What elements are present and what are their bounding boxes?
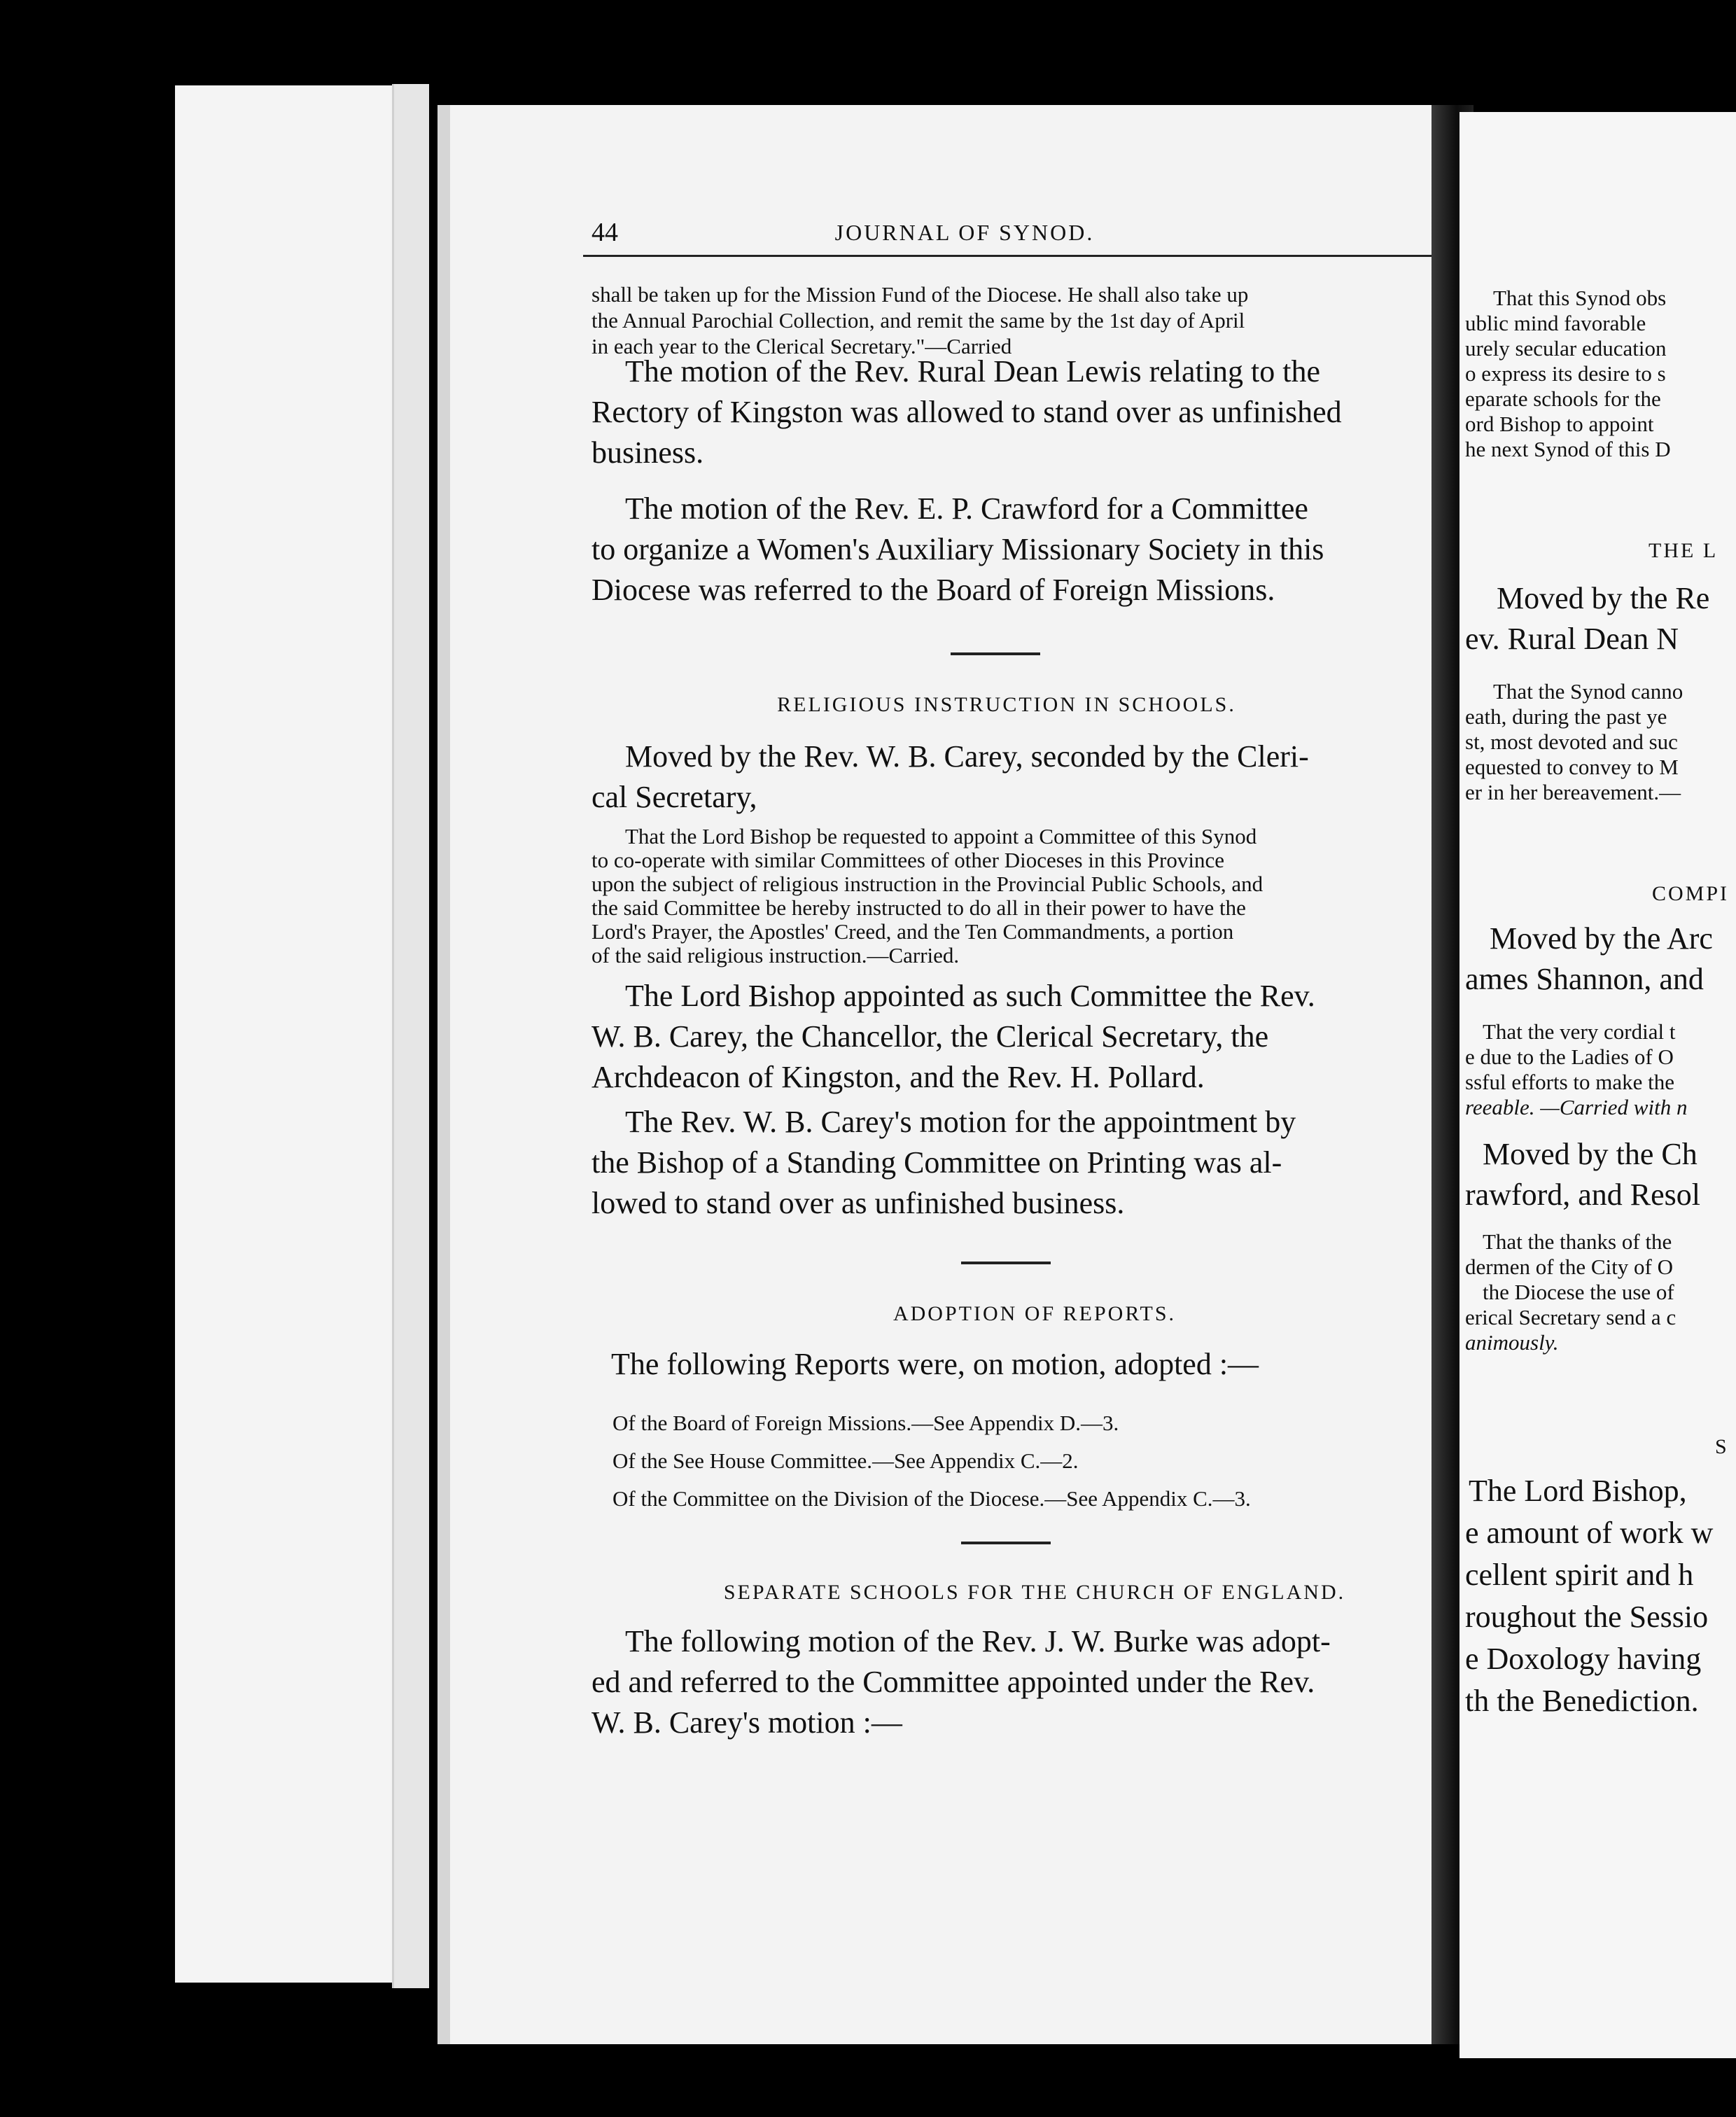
text-line: The following motion of the Rev. J. W. Burke was adopt- (625, 1624, 1331, 1658)
text-line: eath, during the past ye (1465, 704, 1667, 729)
heading-religious-instruction: RELIGIOUS INSTRUCTION IN SCHOOLS. (777, 693, 1236, 716)
text-line: th the Benediction. (1465, 1684, 1699, 1718)
text-line: Moved by the Re (1497, 581, 1710, 615)
text-line: That the thanks of the (1483, 1229, 1672, 1254)
text-line: That this Synod obs (1493, 286, 1667, 310)
list-item: Of the Board of Foreign Missions.—See Appendix D.—3. (612, 1411, 1119, 1435)
text-line: the Annual Parochial Collection, and remit the same by the 1st day of April (592, 308, 1245, 333)
right-moved-2 (1465, 918, 1736, 1000)
text-line: upon the subject of religious instruction in the Provincial Public Schools, and (592, 872, 1264, 896)
text-line: The Lord Bishop appointed as such Committee the Rev. (625, 979, 1315, 1013)
text-line: o express its desire to s (1465, 361, 1666, 386)
text-line: equested to convey to M (1465, 755, 1679, 779)
text-line: dermen of the City of O (1465, 1255, 1674, 1279)
text-line: ssful efforts to make the (1465, 1070, 1675, 1094)
page-number: 44 (592, 218, 618, 247)
right-moved-3 (1465, 1134, 1736, 1215)
right-page (1460, 112, 1736, 2058)
text-line: he next Synod of this D (1465, 437, 1671, 461)
page-edge-strip (175, 85, 399, 1983)
text-line: W. B. Carey, the Chancellor, the Clerical Secretary, the (592, 1019, 1269, 1054)
right-closing (1465, 1470, 1736, 1722)
text-line: in each year to the Clerical Secretary."—Carried (592, 334, 1012, 358)
text-line: That the Synod canno (1493, 679, 1684, 704)
text-line: Archdeacon of Kingston, and the Rev. H. Pollard. (592, 1060, 1205, 1094)
text-line: lowed to stand over as unfinished business. (592, 1186, 1125, 1220)
paragraph-crawford-motion (592, 489, 1444, 610)
text-line: the Diocese the use of (1483, 1280, 1674, 1304)
text-line: business. (592, 435, 704, 470)
text-line: e amount of work w (1465, 1516, 1714, 1550)
text-line: Lord's Prayer, the Apostles' Creed, and the Ten Commandments, a portion (592, 919, 1234, 944)
text-line: The motion of the Rev. Rural Dean Lewis relating to the (625, 354, 1320, 389)
paragraph-committee-appointed (592, 976, 1444, 1098)
text-line: er in her bereavement.— (1465, 780, 1681, 804)
page-header (583, 217, 1444, 266)
text-line: st, most devoted and suc (1465, 729, 1678, 754)
right-heading-2: COMPI (1652, 882, 1730, 905)
text-line: of the said religious instruction.—Carried. (592, 943, 960, 967)
text-line: reeable. —Carried with n (1465, 1095, 1688, 1119)
text-line: That the Lord Bishop be requested to appoint a Committee of this Synod (625, 825, 1257, 848)
paragraph-reports-intro: The following Reports were, on motion, adopted :— (611, 1347, 1259, 1381)
text-line: roughout the Sessio (1465, 1600, 1709, 1634)
section-divider (961, 1542, 1051, 1544)
right-heading-1: THE L (1648, 539, 1718, 562)
paragraph-moved-carey (592, 736, 1444, 818)
text-line: ed and referred to the Committee appointed under the Rev. (592, 1665, 1315, 1699)
heading-separate-schools: SEPARATE SCHOOLS FOR THE CHURCH OF ENGLAND. (723, 1581, 1346, 1604)
right-heading-3: S (1715, 1435, 1729, 1458)
text-line: Moved by the Arc (1490, 921, 1713, 956)
section-divider (951, 652, 1040, 655)
text-line: The Rev. W. B. Carey's motion for the appointment by (625, 1105, 1296, 1139)
section-divider (961, 1262, 1051, 1264)
text-line: W. B. Carey's motion :— (592, 1705, 902, 1740)
text-line: animously. (1465, 1330, 1559, 1355)
right-block-1 (1465, 286, 1736, 462)
text-line: Diocese was referred to the Board of Foreign Missions. (592, 573, 1275, 607)
paragraph-printing-committee (592, 1102, 1444, 1224)
text-line: to organize a Women's Auxiliary Missionary Society in this (592, 532, 1324, 566)
text-line: e due to the Ladies of O (1465, 1044, 1674, 1069)
text-line: ublic mind favorable (1465, 311, 1646, 335)
text-line: Moved by the Rev. W. B. Carey, seconded by the Cleri- (625, 739, 1309, 774)
list-item: Of the Committee on the Division of the Diocese.—See Appendix C.—3. (612, 1486, 1251, 1511)
running-title: JOURNAL OF SYNOD. (834, 220, 1095, 245)
header-rule (583, 255, 1444, 257)
text-line: That the very cordial t (1483, 1019, 1676, 1044)
text-line: The Lord Bishop, (1469, 1474, 1687, 1508)
text-line: erical Secretary send a c (1465, 1305, 1676, 1329)
paragraph-burke-motion (592, 1621, 1444, 1743)
right-block-4 (1465, 1229, 1736, 1355)
heading-adoption-of-reports: ADOPTION OF REPORTS. (892, 1302, 1177, 1325)
intro-paragraph (592, 281, 1444, 359)
text-line: The motion of the Rev. E. P. Crawford for a Committee (625, 491, 1308, 526)
resolution-religious-instruction (592, 825, 1444, 967)
page-edge-strip-inner (392, 84, 429, 1988)
text-line: urely secular education (1465, 336, 1667, 361)
text-line: ames Shannon, and (1465, 962, 1704, 996)
text-line: shall be taken up for the Mission Fund of the Diocese. He shall also take up (592, 282, 1249, 307)
paragraph-lewis-motion (592, 351, 1444, 473)
text-line: Rectory of Kingston was allowed to stand over as unfinished (592, 395, 1342, 429)
text-line: the said Committee be hereby instructed to do all in their power to have the (592, 895, 1246, 920)
text-line: ord Bishop to appoint (1465, 412, 1654, 436)
text-line: eparate schools for the (1465, 386, 1661, 411)
reports-list (612, 1404, 1444, 1518)
left-page (438, 105, 1444, 2044)
text-line: Moved by the Ch (1483, 1137, 1698, 1171)
right-block-2 (1465, 679, 1736, 805)
right-moved-1 (1465, 578, 1736, 659)
text-line: cal Secretary, (592, 780, 757, 814)
text-line: e Doxology having (1465, 1642, 1702, 1676)
right-block-3 (1465, 1019, 1736, 1120)
list-item: Of the See House Committee.—See Appendix C.—2. (612, 1448, 1079, 1473)
text-line: the Bishop of a Standing Committee on Printing was al- (592, 1145, 1282, 1180)
text-line: rawford, and Resol (1465, 1178, 1701, 1212)
text-line: cellent spirit and h (1465, 1558, 1694, 1592)
text-line: to co-operate with similar Committees of other Dioceses in this Province (592, 848, 1224, 872)
text-line: ev. Rural Dean N (1465, 622, 1679, 656)
